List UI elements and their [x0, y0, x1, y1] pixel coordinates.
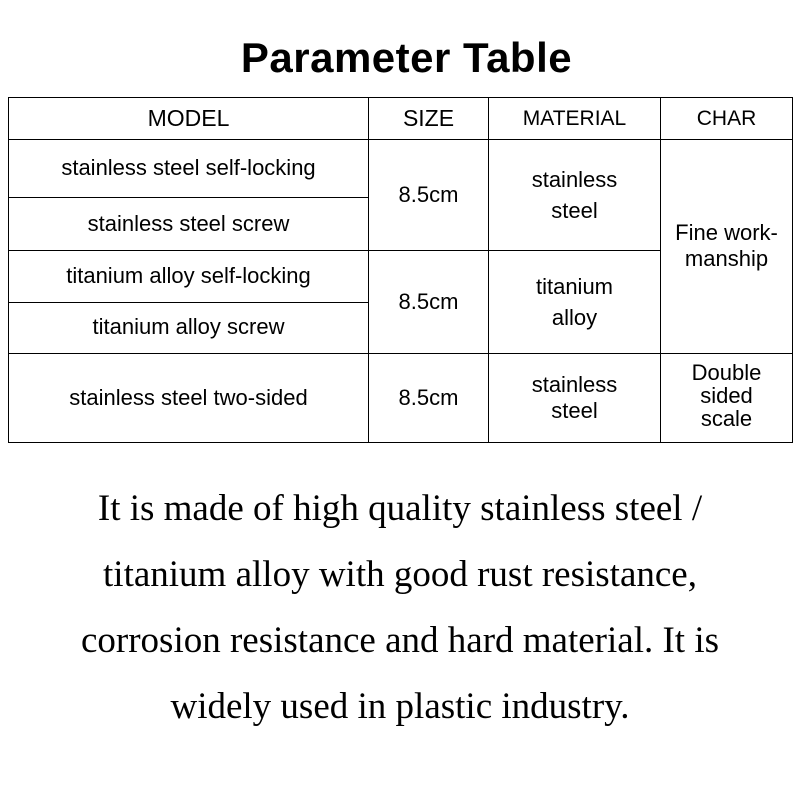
page-title: Parameter Table	[240, 34, 573, 81]
material-line: steel	[551, 198, 598, 224]
description-line: widely used in plastic industry.	[170, 686, 630, 727]
model-cell: stainless steel two-sided	[9, 353, 369, 442]
model-cell: stainless steel self-locking	[9, 140, 369, 198]
parameter-table	[8, 97, 793, 443]
char-line: scale	[700, 406, 753, 432]
model-cell: titanium alloy screw	[9, 302, 369, 353]
table-row	[9, 353, 793, 442]
material-line: stainless	[531, 371, 618, 397]
material-cell	[489, 353, 661, 442]
model-cell: stainless steel screw	[9, 198, 369, 251]
char-line: sided	[700, 383, 753, 409]
material-line: stainless	[531, 167, 618, 193]
char-line: Fine work-	[675, 220, 778, 246]
size-cell: 8.5cm	[369, 353, 489, 442]
char-cell	[661, 140, 793, 354]
char-cell	[661, 353, 793, 442]
header-material: MATERIAL	[489, 98, 661, 140]
description-line: titanium alloy with good rust resistance,	[103, 554, 697, 595]
description-line: It is made of high quality stainless steel /	[97, 488, 703, 529]
material-line: titanium	[535, 274, 614, 300]
table-row	[9, 140, 793, 198]
material-cell	[489, 140, 661, 251]
header-char: CHAR	[661, 98, 793, 140]
material-line: alloy	[551, 305, 598, 331]
material-line: steel	[551, 397, 598, 423]
table-header-row	[9, 98, 793, 140]
model-cell: titanium alloy self-locking	[9, 251, 369, 302]
material-cell	[489, 251, 661, 353]
char-line: Double	[691, 360, 762, 386]
product-description	[20, 476, 780, 740]
header-model: MODEL	[9, 98, 369, 140]
size-cell: 8.5cm	[369, 251, 489, 353]
description-line: corrosion resistance and hard material. It is	[80, 620, 719, 661]
header-size: SIZE	[369, 98, 489, 140]
size-cell: 8.5cm	[369, 140, 489, 251]
char-line: manship	[684, 246, 769, 272]
